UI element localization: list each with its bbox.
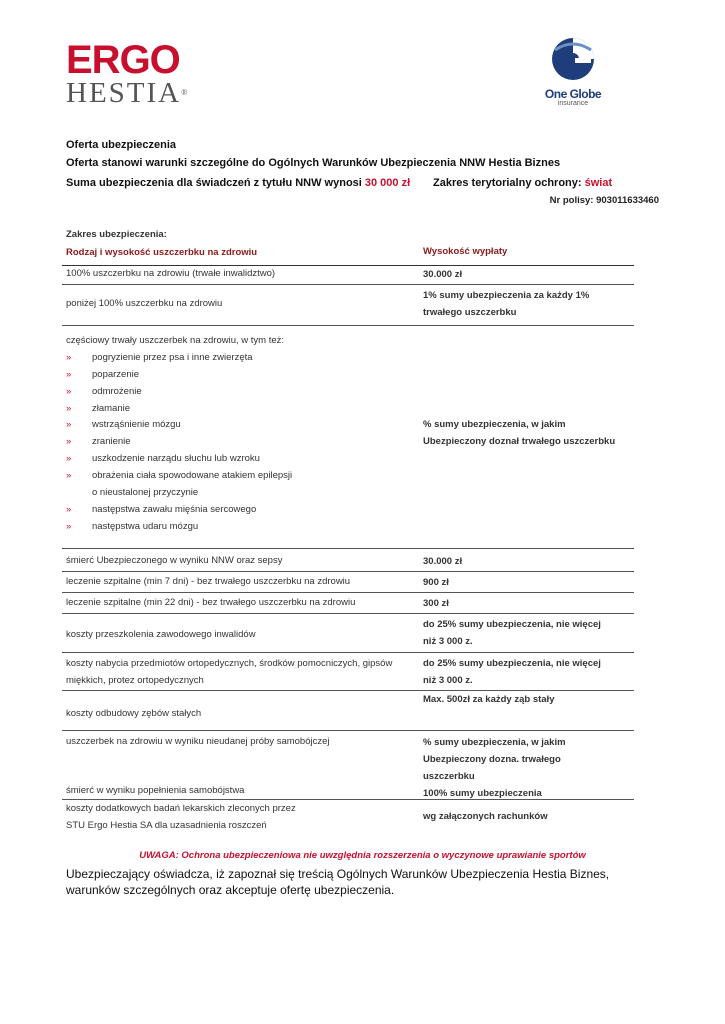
table-row: 100% uszczerbku na zdrowiu (trwałe inwalidztwo) 30.000 zł	[62, 266, 634, 285]
table-row: uszczerbek na zdrowiu w wyniku nieudanej próby samobójczej śmierć w wyniku popełnienia samobójstwa % sumy ubezpieczenia, w jakim Ubezpieczony dozna. trwałego uszczerbku 100% sumy ubezpieczenia	[62, 731, 634, 800]
warning-note: UWAGA: Ochrona ubezpieczeniowa nie uwzględnia rozszerzenia o wyczynowe uprawianie sportów	[139, 850, 586, 861]
table-row: poniżej 100% uszczerbku na zdrowiu 1% sumy ubezpieczenia za każdy 1% trwałego uszczerbku	[62, 285, 634, 326]
table-row: koszty dodatkowych badań lekarskich zleconych przez STU Ergo Hestia SA dla uzasadnienia roszczeń wg załączonych rachunków	[66, 803, 548, 831]
list-item: » obrażenia ciała spowodowane atakiem epilepsji	[66, 470, 293, 482]
one-globe-wordmark: One Globe	[544, 87, 602, 101]
list-item: » poparzenie	[66, 368, 140, 380]
globe-icon	[545, 36, 601, 82]
ergo-hestia-logo	[66, 38, 188, 109]
sum-line: Suma ubezpieczenia dla świadczeń z tytułu NNW wynosi 30 000 zł	[66, 177, 411, 189]
one-globe-logo	[538, 36, 608, 108]
insurance-label: insurance	[557, 100, 589, 107]
list-item: o nieustalonej przyczynie	[92, 487, 199, 499]
list-item: » odmrożenie	[66, 385, 142, 397]
table-row: koszty przeszkolenia zawodowego inwalidów do 25% sumy ubezpieczenia, nie więcej niż 3 000 z.	[62, 614, 634, 653]
table-row: leczenie szpitalne (min 7 dni) - bez trwałego uszczerbku na zdrowiu 900 zł	[62, 572, 634, 593]
list-item: » wstrząśnienie mózgu	[66, 419, 181, 431]
table-row: śmierć Ubezpieczonego w wyniku NNW oraz sepsy 30.000 zł	[62, 549, 634, 572]
list-item: » pogryzienie przez psa i inne zwierzęta	[66, 351, 253, 363]
list-item: » następstwa zawału mięśnia sercowego	[66, 503, 257, 515]
territory-value: świat	[584, 177, 613, 189]
ergo-wordmark: ERGO	[66, 38, 180, 82]
offer-subtitle: Oferta stanowi warunki szczególne do Ogólnych Warunków Ubezpieczenia NNW Hestia Biznes	[66, 157, 561, 169]
hestia-wordmark: HESTIA®	[66, 77, 188, 109]
list-item: » zranienie	[66, 436, 131, 448]
col-type-header: Rodzaj i wysokość uszczerbku na zdrowiu	[66, 247, 258, 258]
offer-title: Oferta ubezpieczenia	[66, 139, 177, 151]
col-payout-header: Wysokość wypłaty	[423, 246, 508, 257]
table-row: częściowy trwały uszczerbek na zdrowiu, w tym też: » pogryzienie przez psa i inne zwierzęta » poparzenie » odmrożenie » złamanie » wstrząśnienie mózgu » zranienie » uszkodzenie narządu słuchu lub wzroku » obrażenia ciała spowodowane atakiem epilepsji o nieustalonej przyczynie » następstwa zawału mięśnia sercowego » następstwa udaru mózgu % sumy ubezpieczenia, w jakim Ubezpieczony doznał trwałego uszczerbku	[62, 326, 634, 549]
territory-line: Zakres terytorialny ochrony: świat	[433, 177, 613, 189]
table-header	[62, 243, 634, 266]
injury-list: częściowy trwały uszczerbek na zdrowiu, w tym też: » pogryzienie przez psa i inne zwierzęta » poparzenie » odmrożenie » złamanie » wstrząśnienie mózgu » zranienie » uszkodzenie narządu słuchu lub wzroku » obrażenia ciała spowodowane atakiem epilepsji o nieustalonej przyczynie » następstwa zawału mięśnia sercowego » następstwa udaru mózgu	[66, 333, 292, 536]
sum-value: 30 000 zł	[364, 177, 411, 189]
list-item: » następstwa udaru mózgu	[66, 520, 199, 532]
section-title: Zakres ubezpieczenia:	[66, 229, 167, 240]
coverage-table	[62, 243, 634, 834]
list-item: » uszkodzenie narządu słuchu lub wzroku	[66, 453, 260, 465]
table-row: koszty nabycia przedmiotów ortopedycznych, środków pomocniczych, gipsów miękkich, protez ortopedycznych do 25% sumy ubezpieczenia, nie więcej niż 3 000 z.	[62, 653, 634, 691]
table-row: leczenie szpitalne (min 22 dni) - bez trwałego uszczerbku na zdrowiu 300 zł	[62, 593, 634, 614]
declaration-text: Ubezpieczający oświadcza, iż zapoznał się treścią Ogólnych Warunków Ubezpieczenia Hestia Biznes, warunków szczególnych oraz akceptuje ofertę ubezpieczenia.	[66, 867, 610, 897]
list-item: » złamanie	[66, 402, 131, 414]
table-row: koszty odbudowy zębów stałych Max. 500zł za każdy ząb stały	[62, 691, 634, 731]
policy-number: Nr polisy: 903011633460	[549, 195, 659, 206]
